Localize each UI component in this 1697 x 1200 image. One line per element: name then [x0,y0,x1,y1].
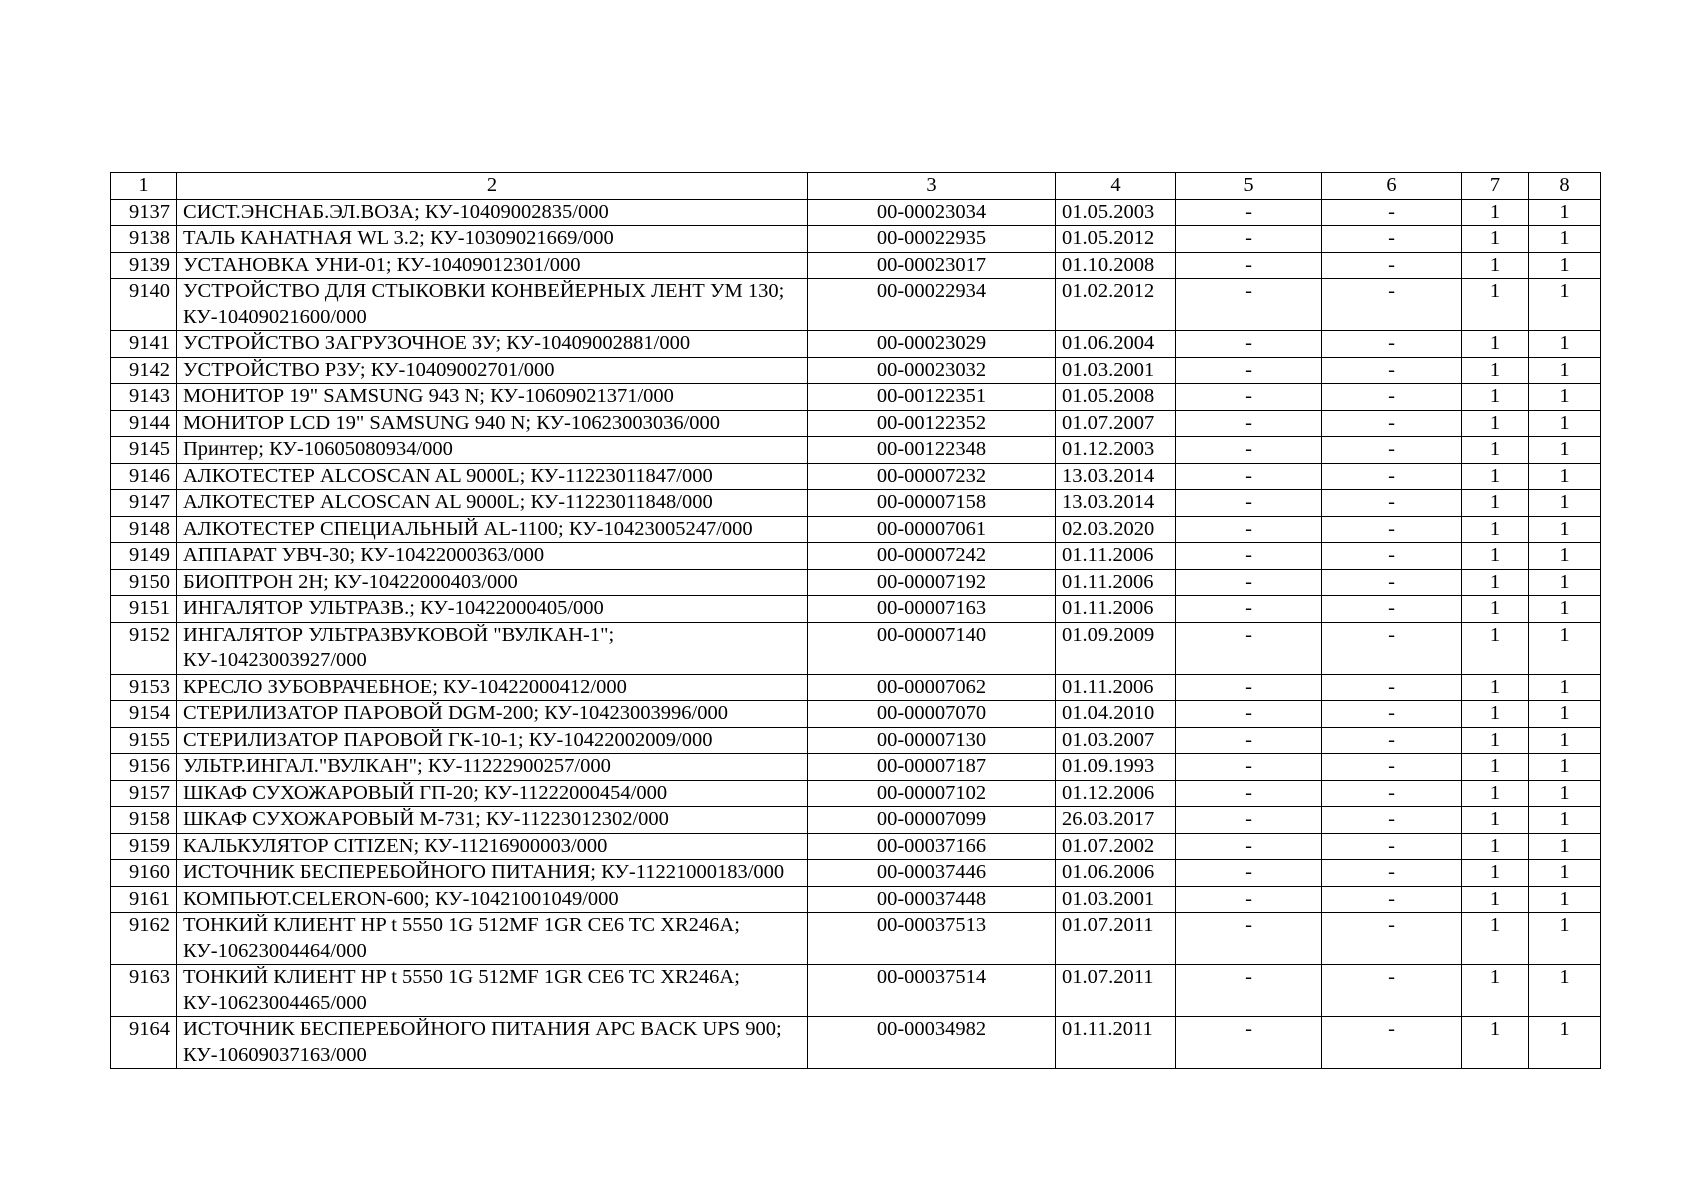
date-cell: 01.09.2009 [1056,622,1176,674]
column-6-cell: - [1322,965,1462,1017]
row-number: 9141 [111,331,177,358]
column-header-4: 4 [1056,173,1176,200]
column-5-cell: - [1176,384,1322,411]
column-7-cell: 1 [1462,913,1529,965]
date-cell: 01.07.2002 [1056,833,1176,860]
inventory-code: 00-00007242 [808,543,1056,570]
date-cell: 13.03.2014 [1056,490,1176,517]
column-6-cell: - [1322,860,1462,887]
column-8-cell: 1 [1529,596,1601,623]
column-header-1: 1 [111,173,177,200]
column-7-cell: 1 [1462,543,1529,570]
row-number: 9142 [111,357,177,384]
row-number: 9152 [111,622,177,674]
item-name: УЛЬТР.ИНГАЛ."ВУЛКАН"; КУ-11222900257/000 [177,754,808,781]
column-5-cell: - [1176,701,1322,728]
column-7-cell: 1 [1462,701,1529,728]
table-row [111,754,1601,781]
table-row [111,913,1601,965]
item-name: МОНИТОР LCD 19" SAMSUNG 940 N; КУ-10623003036/000 [177,410,808,437]
inventory-code: 00-00122351 [808,384,1056,411]
column-5-cell: - [1176,252,1322,279]
date-cell: 01.07.2007 [1056,410,1176,437]
column-7-cell: 1 [1462,727,1529,754]
column-7-cell: 1 [1462,780,1529,807]
table-row [111,807,1601,834]
inventory-code: 00-00007102 [808,780,1056,807]
date-cell: 13.03.2014 [1056,463,1176,490]
inventory-code: 00-00122348 [808,437,1056,464]
table-row [111,252,1601,279]
column-header-2: 2 [177,173,808,200]
row-number: 9151 [111,596,177,623]
item-name: КОМПЬЮТ.CELERON-600; КУ-10421001049/000 [177,886,808,913]
row-number: 9162 [111,913,177,965]
inventory-table [110,172,1601,1069]
column-8-cell: 1 [1529,701,1601,728]
item-name: ИНГАЛЯТОР УЛЬТРАЗВ.; КУ-10422000405/000 [177,596,808,623]
table-row [111,226,1601,253]
item-name: КРЕСЛО ЗУБОВРАЧЕБНОЕ; КУ-10422000412/000 [177,674,808,701]
column-5-cell: - [1176,569,1322,596]
inventory-code: 00-00037166 [808,833,1056,860]
column-7-cell: 1 [1462,199,1529,226]
row-number: 9164 [111,1017,177,1069]
column-7-cell: 1 [1462,754,1529,781]
inventory-code: 00-00023034 [808,199,1056,226]
column-7-cell: 1 [1462,279,1529,331]
item-name: МОНИТОР 19" SAMSUNG 943 N; КУ-10609021371/000 [177,384,808,411]
row-number: 9158 [111,807,177,834]
column-7-cell: 1 [1462,226,1529,253]
column-7-cell: 1 [1462,331,1529,358]
row-number: 9140 [111,279,177,331]
table-row [111,965,1601,1017]
column-8-cell: 1 [1529,199,1601,226]
column-6-cell: - [1322,463,1462,490]
inventory-code: 00-00037513 [808,913,1056,965]
column-7-cell: 1 [1462,965,1529,1017]
inventory-code: 00-00037448 [808,886,1056,913]
column-6-cell: - [1322,596,1462,623]
document-page [110,172,1600,1069]
column-7-cell: 1 [1462,437,1529,464]
item-name: УСТАНОВКА УНИ-01; КУ-10409012301/000 [177,252,808,279]
date-cell: 26.03.2017 [1056,807,1176,834]
inventory-code: 00-00023017 [808,252,1056,279]
row-number: 9138 [111,226,177,253]
table-row [111,331,1601,358]
inventory-code: 00-00007158 [808,490,1056,517]
column-6-cell: - [1322,410,1462,437]
row-number: 9154 [111,701,177,728]
date-cell: 01.05.2012 [1056,226,1176,253]
column-header-8: 8 [1529,173,1601,200]
column-8-cell: 1 [1529,357,1601,384]
inventory-code: 00-00023032 [808,357,1056,384]
column-header-7: 7 [1462,173,1529,200]
table-row [111,437,1601,464]
column-6-cell: - [1322,1017,1462,1069]
item-name: АЛКОТЕСТЕР ALCOSCAN AL 9000L; КУ-11223011848/000 [177,490,808,517]
column-6-cell: - [1322,754,1462,781]
column-8-cell: 1 [1529,331,1601,358]
inventory-code: 00-00037514 [808,965,1056,1017]
inventory-code: 00-00007140 [808,622,1056,674]
inventory-code: 00-00022935 [808,226,1056,253]
inventory-code: 00-00007130 [808,727,1056,754]
date-cell: 01.06.2004 [1056,331,1176,358]
column-5-cell: - [1176,727,1322,754]
column-8-cell: 1 [1529,226,1601,253]
column-6-cell: - [1322,913,1462,965]
inventory-code: 00-00007061 [808,516,1056,543]
inventory-code: 00-00007070 [808,701,1056,728]
table-row [111,199,1601,226]
column-6-cell: - [1322,279,1462,331]
inventory-code: 00-00023029 [808,331,1056,358]
column-5-cell: - [1176,357,1322,384]
item-name: СТЕРИЛИЗАТОР ПАРОВОЙ DGM-200; КУ-10423003996/000 [177,701,808,728]
column-7-cell: 1 [1462,886,1529,913]
column-8-cell: 1 [1529,490,1601,517]
column-5-cell: - [1176,622,1322,674]
column-6-cell: - [1322,516,1462,543]
column-7-cell: 1 [1462,490,1529,517]
item-name: ИСТОЧНИК БЕСПЕРЕБОЙНОГО ПИТАНИЯ; КУ-11221000183/000 [177,860,808,887]
inventory-code: 00-00007232 [808,463,1056,490]
row-number: 9149 [111,543,177,570]
date-cell: 01.07.2011 [1056,913,1176,965]
date-cell: 02.03.2020 [1056,516,1176,543]
column-7-cell: 1 [1462,252,1529,279]
table-row [111,727,1601,754]
row-number: 9137 [111,199,177,226]
column-8-cell: 1 [1529,833,1601,860]
row-number: 9155 [111,727,177,754]
column-7-cell: 1 [1462,807,1529,834]
column-5-cell: - [1176,1017,1322,1069]
column-6-cell: - [1322,252,1462,279]
inventory-code: 00-00037446 [808,860,1056,887]
table-row [111,543,1601,570]
column-7-cell: 1 [1462,860,1529,887]
column-6-cell: - [1322,807,1462,834]
row-number: 9159 [111,833,177,860]
column-6-cell: - [1322,490,1462,517]
column-5-cell: - [1176,331,1322,358]
column-7-cell: 1 [1462,357,1529,384]
date-cell: 01.11.2006 [1056,543,1176,570]
item-name: АЛКОТЕСТЕР СПЕЦИАЛЬНЫЙ AL-1100; КУ-10423005247/000 [177,516,808,543]
column-6-cell: - [1322,384,1462,411]
column-5-cell: - [1176,490,1322,517]
item-name: УСТРОЙСТВО РЗУ; КУ-10409002701/000 [177,357,808,384]
column-5-cell: - [1176,437,1322,464]
column-7-cell: 1 [1462,410,1529,437]
date-cell: 01.11.2006 [1056,674,1176,701]
column-6-cell: - [1322,622,1462,674]
column-5-cell: - [1176,410,1322,437]
column-5-cell: - [1176,886,1322,913]
table-body [111,199,1601,1069]
column-5-cell: - [1176,833,1322,860]
item-name: АЛКОТЕСТЕР ALCOSCAN AL 9000L; КУ-11223011847/000 [177,463,808,490]
column-8-cell: 1 [1529,279,1601,331]
date-cell: 01.09.1993 [1056,754,1176,781]
inventory-code: 00-00022934 [808,279,1056,331]
column-8-cell: 1 [1529,384,1601,411]
item-name: УСТРОЙСТВО ДЛЯ СТЫКОВКИ КОНВЕЙЕРНЫХ ЛЕНТ УМ 130; КУ-10409021600/000 [177,279,808,331]
table-row [111,516,1601,543]
table-row [111,833,1601,860]
column-6-cell: - [1322,833,1462,860]
column-7-cell: 1 [1462,674,1529,701]
date-cell: 01.06.2006 [1056,860,1176,887]
date-cell: 01.03.2001 [1056,357,1176,384]
row-number: 9147 [111,490,177,517]
column-7-cell: 1 [1462,1017,1529,1069]
item-name: КАЛЬКУЛЯТОР CITIZEN; КУ-11216900003/000 [177,833,808,860]
row-number: 9148 [111,516,177,543]
date-cell: 01.11.2006 [1056,569,1176,596]
table-row [111,384,1601,411]
column-5-cell: - [1176,913,1322,965]
inventory-code: 00-00007163 [808,596,1056,623]
column-header-5: 5 [1176,173,1322,200]
column-8-cell: 1 [1529,1017,1601,1069]
row-number: 9143 [111,384,177,411]
inventory-code: 00-00007187 [808,754,1056,781]
column-8-cell: 1 [1529,807,1601,834]
item-name: СТЕРИЛИЗАТОР ПАРОВОЙ ГК-10-1; КУ-10422002009/000 [177,727,808,754]
column-6-cell: - [1322,674,1462,701]
item-name: Принтер; КУ-10605080934/000 [177,437,808,464]
column-7-cell: 1 [1462,622,1529,674]
row-number: 9160 [111,860,177,887]
column-7-cell: 1 [1462,569,1529,596]
column-5-cell: - [1176,807,1322,834]
date-cell: 01.04.2010 [1056,701,1176,728]
row-number: 9161 [111,886,177,913]
column-8-cell: 1 [1529,463,1601,490]
column-8-cell: 1 [1529,913,1601,965]
date-cell: 01.11.2006 [1056,596,1176,623]
column-8-cell: 1 [1529,780,1601,807]
table-row [111,1017,1601,1069]
date-cell: 01.07.2011 [1056,965,1176,1017]
table-row [111,490,1601,517]
column-6-cell: - [1322,199,1462,226]
table-row [111,569,1601,596]
row-number: 9163 [111,965,177,1017]
date-cell: 01.12.2006 [1056,780,1176,807]
column-5-cell: - [1176,860,1322,887]
table-row [111,279,1601,331]
column-8-cell: 1 [1529,754,1601,781]
item-name: ТОНКИЙ КЛИЕНТ HP t 5550 1G 512MF 1GR CE6 TC XR246A; КУ-10623004465/000 [177,965,808,1017]
column-6-cell: - [1322,780,1462,807]
column-8-cell: 1 [1529,674,1601,701]
column-5-cell: - [1176,596,1322,623]
item-name: АППАРАТ УВЧ-30; КУ-10422000363/000 [177,543,808,570]
column-6-cell: - [1322,357,1462,384]
row-number: 9145 [111,437,177,464]
date-cell: 01.11.2011 [1056,1017,1176,1069]
row-number: 9150 [111,569,177,596]
table-row [111,860,1601,887]
column-8-cell: 1 [1529,252,1601,279]
header-row [111,173,1601,200]
inventory-code: 00-00007192 [808,569,1056,596]
item-name: СИСТ.ЭНСНАБ.ЭЛ.ВОЗА; КУ-10409002835/000 [177,199,808,226]
column-8-cell: 1 [1529,860,1601,887]
column-7-cell: 1 [1462,384,1529,411]
row-number: 9146 [111,463,177,490]
column-7-cell: 1 [1462,596,1529,623]
inventory-code: 00-00007062 [808,674,1056,701]
table-row [111,674,1601,701]
column-6-cell: - [1322,569,1462,596]
column-6-cell: - [1322,727,1462,754]
column-5-cell: - [1176,279,1322,331]
date-cell: 01.10.2008 [1056,252,1176,279]
column-8-cell: 1 [1529,965,1601,1017]
column-8-cell: 1 [1529,622,1601,674]
item-name: ТОНКИЙ КЛИЕНТ HP t 5550 1G 512MF 1GR CE6 TC XR246A; КУ-10623004464/000 [177,913,808,965]
item-name: УСТРОЙСТВО ЗАГРУЗОЧНОЕ ЗУ; КУ-10409002881/000 [177,331,808,358]
row-number: 9144 [111,410,177,437]
column-5-cell: - [1176,543,1322,570]
column-8-cell: 1 [1529,569,1601,596]
inventory-code: 00-00007099 [808,807,1056,834]
column-6-cell: - [1322,886,1462,913]
item-name: ИНГАЛЯТОР УЛЬТРАЗВУКОВОЙ "ВУЛКАН-1"; КУ-10423003927/000 [177,622,808,674]
date-cell: 01.12.2003 [1056,437,1176,464]
column-8-cell: 1 [1529,437,1601,464]
row-number: 9139 [111,252,177,279]
column-7-cell: 1 [1462,833,1529,860]
column-8-cell: 1 [1529,410,1601,437]
inventory-code: 00-00122352 [808,410,1056,437]
column-6-cell: - [1322,543,1462,570]
table-row [111,357,1601,384]
column-5-cell: - [1176,516,1322,543]
column-6-cell: - [1322,331,1462,358]
column-6-cell: - [1322,437,1462,464]
column-5-cell: - [1176,199,1322,226]
item-name: ИСТОЧНИК БЕСПЕРЕБОЙНОГО ПИТАНИЯ APC BACK UPS 900; КУ-10609037163/000 [177,1017,808,1069]
table-row [111,886,1601,913]
table-row [111,780,1601,807]
table-row [111,622,1601,674]
column-5-cell: - [1176,780,1322,807]
table-row [111,701,1601,728]
item-name: ШКАФ СУХОЖАРОВЫЙ М-731; КУ-11223012302/000 [177,807,808,834]
item-name: БИОПТРОН 2Н; КУ-10422000403/000 [177,569,808,596]
column-5-cell: - [1176,226,1322,253]
column-header-6: 6 [1322,173,1462,200]
column-header-3: 3 [808,173,1056,200]
row-number: 9157 [111,780,177,807]
column-6-cell: - [1322,226,1462,253]
column-5-cell: - [1176,674,1322,701]
column-5-cell: - [1176,754,1322,781]
column-5-cell: - [1176,463,1322,490]
column-8-cell: 1 [1529,543,1601,570]
table-row [111,463,1601,490]
item-name: ТАЛЬ КАНАТНАЯ WL 3.2; КУ-10309021669/000 [177,226,808,253]
date-cell: 01.03.2007 [1056,727,1176,754]
inventory-code: 00-00034982 [808,1017,1056,1069]
column-7-cell: 1 [1462,516,1529,543]
date-cell: 01.05.2003 [1056,199,1176,226]
date-cell: 01.03.2001 [1056,886,1176,913]
row-number: 9156 [111,754,177,781]
column-8-cell: 1 [1529,727,1601,754]
column-6-cell: - [1322,701,1462,728]
column-8-cell: 1 [1529,516,1601,543]
table-row [111,410,1601,437]
date-cell: 01.02.2012 [1056,279,1176,331]
column-7-cell: 1 [1462,463,1529,490]
item-name: ШКАФ СУХОЖАРОВЫЙ ГП-20; КУ-11222000454/000 [177,780,808,807]
column-5-cell: - [1176,965,1322,1017]
date-cell: 01.05.2008 [1056,384,1176,411]
table-row [111,596,1601,623]
row-number: 9153 [111,674,177,701]
table-header [111,173,1601,200]
column-8-cell: 1 [1529,886,1601,913]
